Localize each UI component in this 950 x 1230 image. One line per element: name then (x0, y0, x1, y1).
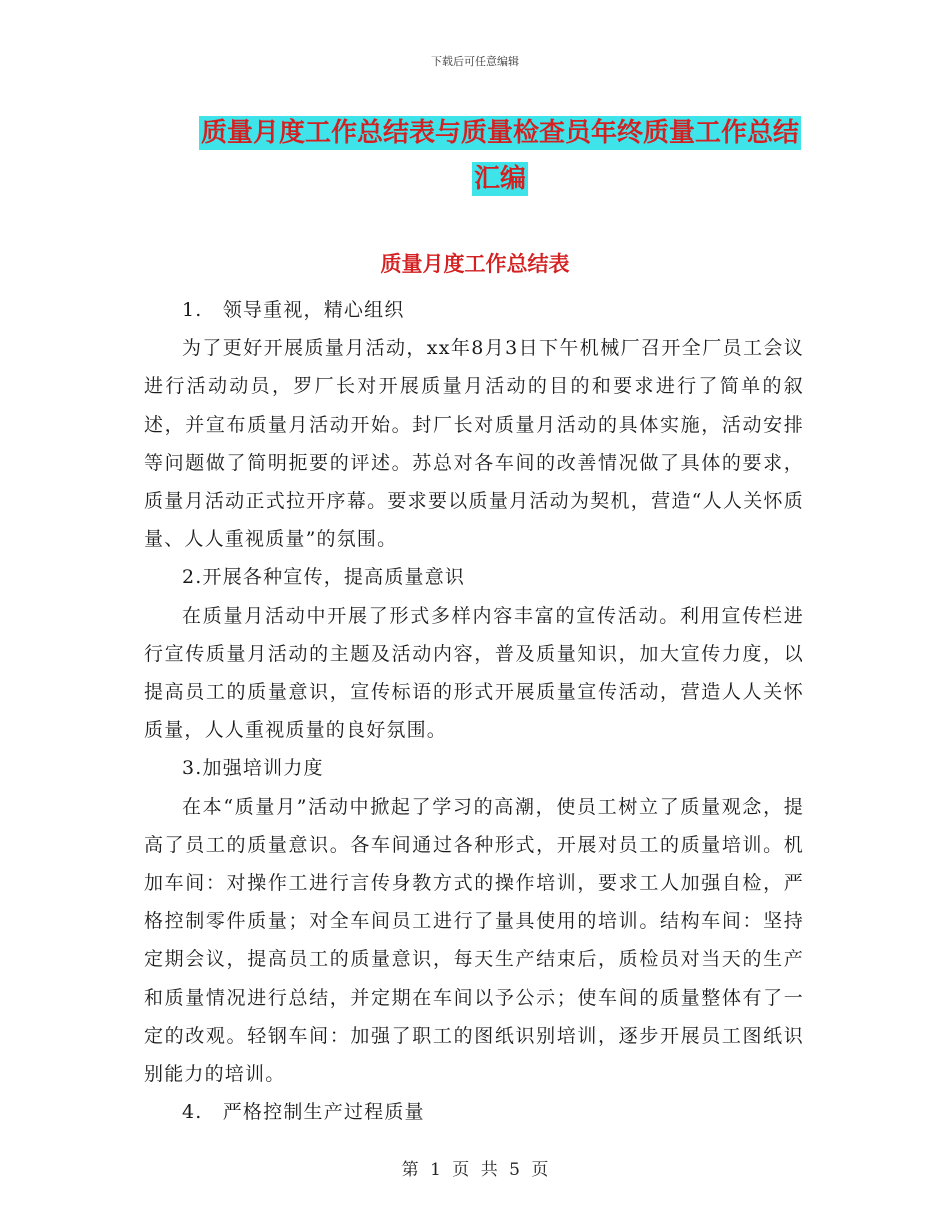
header-note: 下载后可任意编辑 (431, 55, 519, 68)
page-footer: 第 1 页 共 5 页 (401, 1160, 549, 1180)
paragraph-heading-1: 1. 领导重视，精心组织 (182, 299, 405, 321)
paragraph: 在本“质量月”活动中掀起了学习的高潮，使员工树立了质量观念，提高了员工的质量意识。各车间通过各种形式，开展对员工的质量培训。机加车间：对操作工进行言传身教方式的操作培训，要求工人加强自检，严格控制零件质量；对全车间员工进行了量具使用的培训。结构车间：坚持定期会议，提高员工的质量意识，每天生产结束后，质检员对当天的生产和质量情况进行总结，并定期在车间以予公示；使车间的质量整体有了一定的改观。轻钢车间：加强了职工的图纸识别培训，逐步开展员工图纸识别能力的培训。 (144, 795, 804, 1086)
paragraph-heading-3: 3.加强培训力度 (182, 757, 324, 780)
document-title (150, 110, 850, 202)
document-body (144, 291, 804, 1131)
section-title: 质量月度工作总结表 (380, 251, 570, 276)
document-title-line2: 汇编 (473, 164, 526, 194)
paragraph-heading-4: 4. 严格控制生产过程质量 (182, 1101, 425, 1124)
document-title-line1: 质量月度工作总结表与质量检查员年终质量工作总结 (200, 118, 799, 148)
paragraph: 在质量月活动中开展了形式多样内容丰富的宣传活动。利用宣传栏进行宣传质量月活动的主题及活动内容，普及质量知识，加大宣传力度，以提高员工的质量意识，宣传标语的形式开展质量宣传活动，营造人人关怀质量，人人重视质量的良好氛围。 (144, 604, 804, 742)
paragraph-heading-2: 2.开展各种宣传，提高质量意识 (182, 566, 466, 589)
paragraph: 为了更好开展质量月活动，xx年8月3日下午机械厂召开全厂员工会议进行活动动员，罗厂长对开展质量月活动的目的和要求进行了简单的叙述，并宣布质量月活动开始。封厂长对质量月活动的具体实施，活动安排等问题做了简明扼要的评述。苏总对各车间的改善情况做了具体的要求，质量月活动正式拉开序幕。要求要以质量月活动为契机，营造“人人关怀质量、人人重视质量”的氛围。 (144, 337, 804, 551)
